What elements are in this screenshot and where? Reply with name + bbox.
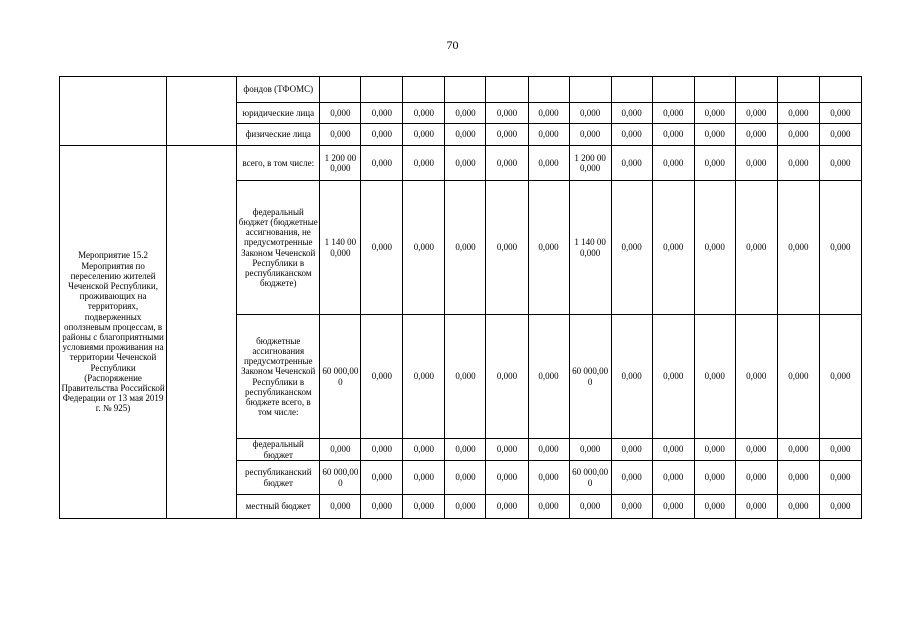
value-cell: 0,000 (611, 103, 652, 124)
value-cell: 1 200 000,000 (569, 146, 611, 181)
value-cell: 0,000 (652, 461, 694, 495)
value-cell: 0,000 (735, 439, 777, 461)
value-cell: 0,000 (569, 103, 611, 124)
value-cell: 0,000 (445, 181, 486, 315)
value-cell (320, 77, 361, 103)
value-cell: 0,000 (361, 103, 403, 124)
source-label: республиканский бюджет (237, 461, 320, 495)
value-cell: 0,000 (486, 146, 528, 181)
value-cell (361, 77, 403, 103)
value-cell: 0,000 (611, 124, 652, 146)
value-cell: 0,000 (403, 315, 445, 439)
value-cell: 0,000 (486, 124, 528, 146)
value-cell: 0,000 (403, 461, 445, 495)
value-cell: 0,000 (445, 124, 486, 146)
value-cell: 0,000 (652, 439, 694, 461)
empty-cell-c (167, 146, 237, 519)
value-cell: 0,000 (777, 124, 819, 146)
value-cell: 0,000 (611, 146, 652, 181)
value-cell: 0,000 (528, 495, 569, 519)
value-cell: 0,000 (735, 461, 777, 495)
value-cell: 0,000 (694, 103, 735, 124)
value-cell: 0,000 (694, 124, 735, 146)
value-cell: 0,000 (819, 146, 861, 181)
value-cell: 0,000 (777, 315, 819, 439)
value-cell: 0,000 (694, 495, 735, 519)
value-cell: 0,000 (445, 315, 486, 439)
value-cell: 60 000,000 (320, 461, 361, 495)
value-cell: 0,000 (735, 495, 777, 519)
empty-cell-b (167, 77, 237, 146)
value-cell: 0,000 (403, 103, 445, 124)
value-cell (694, 77, 735, 103)
value-cell (652, 77, 694, 103)
source-label: фондов (ТФОМС) (237, 77, 320, 103)
value-cell: 0,000 (652, 124, 694, 146)
value-cell (569, 77, 611, 103)
source-label: местный бюджет (237, 495, 320, 519)
value-cell: 0,000 (320, 103, 361, 124)
value-cell: 0,000 (361, 124, 403, 146)
financing-table (59, 76, 862, 519)
value-cell: 0,000 (819, 181, 861, 315)
value-cell: 0,000 (445, 461, 486, 495)
value-cell: 0,000 (819, 103, 861, 124)
value-cell: 0,000 (611, 315, 652, 439)
source-label: федеральный бюджет (бюджетные ассигнования, не предусмотренные Законом Чеченской Республики в республиканском бюджете) (237, 181, 320, 315)
value-cell: 60 000,000 (569, 315, 611, 439)
source-label: физические лица (237, 124, 320, 146)
page-number: 70 (446, 38, 459, 52)
value-cell: 0,000 (361, 461, 403, 495)
value-cell: 0,000 (777, 181, 819, 315)
value-cell: 0,000 (652, 181, 694, 315)
value-cell (777, 77, 819, 103)
value-cell: 0,000 (486, 495, 528, 519)
value-cell (819, 77, 861, 103)
value-cell: 0,000 (403, 495, 445, 519)
source-label: юридические лица (237, 103, 320, 124)
value-cell: 0,000 (735, 181, 777, 315)
value-cell: 0,000 (361, 146, 403, 181)
value-cell: 0,000 (445, 439, 486, 461)
value-cell: 0,000 (694, 315, 735, 439)
value-cell: 1 200 000,000 (320, 146, 361, 181)
value-cell: 0,000 (528, 461, 569, 495)
value-cell: 0,000 (361, 315, 403, 439)
value-cell: 0,000 (735, 124, 777, 146)
value-cell (528, 77, 569, 103)
value-cell: 0,000 (403, 146, 445, 181)
value-cell: 0,000 (777, 495, 819, 519)
value-cell: 1 140 000,000 (320, 181, 361, 315)
value-cell: 0,000 (694, 181, 735, 315)
value-cell: 0,000 (611, 439, 652, 461)
value-cell: 0,000 (819, 124, 861, 146)
value-cell: 0,000 (569, 495, 611, 519)
value-cell: 0,000 (361, 181, 403, 315)
value-cell: 0,000 (777, 146, 819, 181)
value-cell: 0,000 (735, 103, 777, 124)
value-cell: 0,000 (652, 146, 694, 181)
value-cell: 1 140 000,000 (569, 181, 611, 315)
value-cell: 0,000 (403, 124, 445, 146)
value-cell: 0,000 (361, 439, 403, 461)
value-cell: 0,000 (445, 146, 486, 181)
value-cell: 0,000 (694, 439, 735, 461)
value-cell: 0,000 (403, 181, 445, 315)
value-cell: 0,000 (611, 181, 652, 315)
value-cell: 0,000 (694, 146, 735, 181)
value-cell (403, 77, 445, 103)
value-cell: 0,000 (694, 461, 735, 495)
value-cell (735, 77, 777, 103)
value-cell: 0,000 (735, 315, 777, 439)
value-cell: 0,000 (403, 439, 445, 461)
value-cell: 0,000 (611, 495, 652, 519)
source-label: бюджетные ассигнования предусмотренные Законом Чеченской Республики в республиканском бюджете всего, в том числе: (237, 315, 320, 439)
value-cell: 0,000 (777, 439, 819, 461)
value-cell: 0,000 (486, 461, 528, 495)
value-cell: 0,000 (528, 103, 569, 124)
value-cell: 0,000 (528, 439, 569, 461)
value-cell: 0,000 (652, 495, 694, 519)
value-cell: 0,000 (569, 124, 611, 146)
value-cell: 0,000 (819, 495, 861, 519)
value-cell: 0,000 (652, 315, 694, 439)
value-cell: 0,000 (486, 315, 528, 439)
event-title: Мероприятие 15.2 Мероприятия по переселению жителей Чеченской Республики, проживающих на территориях, подверженных оползневым процессам, в районы с благоприятными условиями проживания на территории Чеченской Республики (Распоряжение Правительства Российской Федерации от 13 мая 2019 г. № 925) (60, 146, 167, 519)
value-cell: 60 000,000 (320, 315, 361, 439)
value-cell: 0,000 (486, 181, 528, 315)
value-cell: 0,000 (819, 439, 861, 461)
value-cell (445, 77, 486, 103)
value-cell: 0,000 (528, 315, 569, 439)
value-cell: 0,000 (528, 181, 569, 315)
value-cell: 0,000 (819, 461, 861, 495)
value-cell: 0,000 (445, 103, 486, 124)
value-cell: 0,000 (361, 495, 403, 519)
value-cell: 0,000 (611, 461, 652, 495)
value-cell: 0,000 (735, 146, 777, 181)
value-cell: 0,000 (819, 315, 861, 439)
value-cell: 0,000 (528, 124, 569, 146)
value-cell: 0,000 (320, 439, 361, 461)
value-cell: 0,000 (777, 461, 819, 495)
value-cell: 0,000 (777, 103, 819, 124)
source-label: всего, в том числе: (237, 146, 320, 181)
value-cell: 0,000 (320, 495, 361, 519)
empty-cell-a (60, 77, 167, 146)
value-cell: 0,000 (569, 439, 611, 461)
source-label: федеральный бюджет (237, 439, 320, 461)
value-cell: 0,000 (445, 495, 486, 519)
value-cell (611, 77, 652, 103)
value-cell: 0,000 (528, 146, 569, 181)
value-cell: 0,000 (486, 439, 528, 461)
value-cell (486, 77, 528, 103)
value-cell: 60 000,000 (569, 461, 611, 495)
value-cell: 0,000 (486, 103, 528, 124)
value-cell: 0,000 (320, 124, 361, 146)
value-cell: 0,000 (652, 103, 694, 124)
